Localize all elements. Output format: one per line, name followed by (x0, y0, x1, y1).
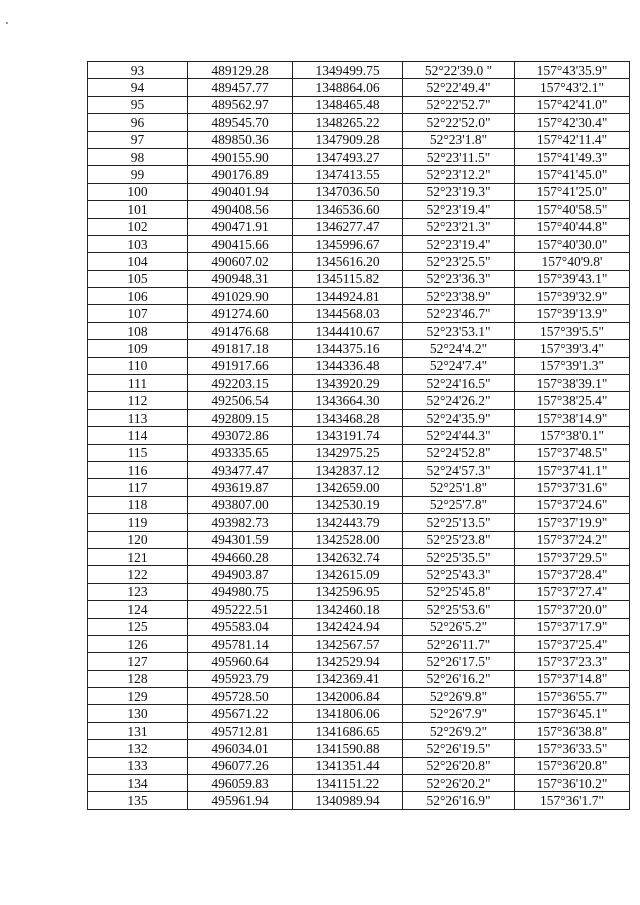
y-coordinate-cell: 1347909.28 (293, 131, 403, 148)
x-coordinate-cell: 490176.89 (188, 166, 293, 183)
point-number-cell: 97 (88, 131, 188, 148)
longitude-cell: 157°39'5.5" (515, 322, 630, 339)
longitude-cell: 157°42'11.4" (515, 131, 630, 148)
latitude-cell: 52°24'7.4" (403, 357, 515, 374)
x-coordinate-cell: 496059.83 (188, 775, 293, 792)
longitude-cell: 157°38'14.9" (515, 409, 630, 426)
x-coordinate-cell: 491274.60 (188, 305, 293, 322)
point-number-cell: 109 (88, 340, 188, 357)
latitude-cell: 52°26'17.5" (403, 653, 515, 670)
longitude-cell: 157°36'1.7" (515, 792, 630, 809)
table-row (88, 531, 630, 548)
longitude-cell: 157°40'58.5" (515, 201, 630, 218)
point-number-cell: 128 (88, 670, 188, 687)
latitude-cell: 52°23'53.1" (403, 322, 515, 339)
point-number-cell: 119 (88, 514, 188, 531)
longitude-cell: 157°38'39.1" (515, 375, 630, 392)
point-number-cell: 125 (88, 618, 188, 635)
x-coordinate-cell: 491817.18 (188, 340, 293, 357)
y-coordinate-cell: 1342443.79 (293, 514, 403, 531)
latitude-cell: 52°25'7.8" (403, 496, 515, 513)
point-number-cell: 118 (88, 496, 188, 513)
x-coordinate-cell: 489562.97 (188, 96, 293, 113)
latitude-cell: 52°26'7.9" (403, 705, 515, 722)
longitude-cell: 157°39'1.3" (515, 357, 630, 374)
table-row (88, 601, 630, 618)
longitude-cell: 157°36'20.8" (515, 757, 630, 774)
x-coordinate-cell: 495960.64 (188, 653, 293, 670)
point-number-cell: 120 (88, 531, 188, 548)
y-coordinate-cell: 1345115.82 (293, 270, 403, 287)
table-row (88, 792, 630, 809)
point-number-cell: 123 (88, 583, 188, 600)
longitude-cell: 157°36'55.7" (515, 688, 630, 705)
y-coordinate-cell: 1344410.67 (293, 322, 403, 339)
latitude-cell: 52°26'9.2" (403, 722, 515, 739)
latitude-cell: 52°23'19.3" (403, 183, 515, 200)
table-row (88, 496, 630, 513)
x-coordinate-cell: 489850.36 (188, 131, 293, 148)
table-row (88, 131, 630, 148)
x-coordinate-cell: 490415.66 (188, 235, 293, 252)
longitude-cell: 157°37'28.4" (515, 566, 630, 583)
x-coordinate-cell: 490471.91 (188, 218, 293, 235)
y-coordinate-cell: 1343920.29 (293, 375, 403, 392)
point-number-cell: 133 (88, 757, 188, 774)
y-coordinate-cell: 1342975.25 (293, 444, 403, 461)
x-coordinate-cell: 495222.51 (188, 601, 293, 618)
y-coordinate-cell: 1348265.22 (293, 114, 403, 131)
point-number-cell: 110 (88, 357, 188, 374)
longitude-cell: 157°37'20.0" (515, 601, 630, 618)
latitude-cell: 52°24'57.3" (403, 461, 515, 478)
point-number-cell: 122 (88, 566, 188, 583)
y-coordinate-cell: 1348465.48 (293, 96, 403, 113)
x-coordinate-cell: 491029.90 (188, 288, 293, 305)
x-coordinate-cell: 490948.31 (188, 270, 293, 287)
x-coordinate-cell: 490408.56 (188, 201, 293, 218)
longitude-cell: 157°37'19.9" (515, 514, 630, 531)
y-coordinate-cell: 1347036.50 (293, 183, 403, 200)
latitude-cell: 52°24'16.5" (403, 375, 515, 392)
point-number-cell: 126 (88, 635, 188, 652)
longitude-cell: 157°41'49.3" (515, 148, 630, 165)
longitude-cell: 157°40'9.8' (515, 253, 630, 270)
y-coordinate-cell: 1345996.67 (293, 235, 403, 252)
y-coordinate-cell: 1342529.94 (293, 653, 403, 670)
table-row (88, 775, 630, 792)
table-row (88, 375, 630, 392)
x-coordinate-cell: 492506.54 (188, 392, 293, 409)
point-number-cell: 114 (88, 427, 188, 444)
longitude-cell: 157°37'24.2" (515, 531, 630, 548)
table-row (88, 688, 630, 705)
table-row (88, 705, 630, 722)
latitude-cell: 52°24'35.9" (403, 409, 515, 426)
longitude-cell: 157°42'41.0" (515, 96, 630, 113)
table-row (88, 409, 630, 426)
point-number-cell: 107 (88, 305, 188, 322)
longitude-cell: 157°40'44.8" (515, 218, 630, 235)
y-coordinate-cell: 1348864.06 (293, 79, 403, 96)
table-row (88, 357, 630, 374)
y-coordinate-cell: 1342567.57 (293, 635, 403, 652)
x-coordinate-cell: 489545.70 (188, 114, 293, 131)
x-coordinate-cell: 495923.79 (188, 670, 293, 687)
longitude-cell: 157°36'10.2" (515, 775, 630, 792)
y-coordinate-cell: 1341351.44 (293, 757, 403, 774)
longitude-cell: 157°41'45.0" (515, 166, 630, 183)
table-row (88, 427, 630, 444)
y-coordinate-cell: 1341686.65 (293, 722, 403, 739)
latitude-cell: 52°23'12.2" (403, 166, 515, 183)
y-coordinate-cell: 1342528.00 (293, 531, 403, 548)
table-row (88, 322, 630, 339)
y-coordinate-cell: 1349499.75 (293, 62, 403, 79)
table-row (88, 583, 630, 600)
y-coordinate-cell: 1342659.00 (293, 479, 403, 496)
x-coordinate-cell: 491476.68 (188, 322, 293, 339)
x-coordinate-cell: 494660.28 (188, 548, 293, 565)
latitude-cell: 52°23'38.9" (403, 288, 515, 305)
point-number-cell: 95 (88, 96, 188, 113)
latitude-cell: 52°24'4.2" (403, 340, 515, 357)
table-row (88, 722, 630, 739)
longitude-cell: 157°38'0.1" (515, 427, 630, 444)
latitude-cell: 52°23'1.8" (403, 131, 515, 148)
latitude-cell: 52°22'39.0 " (403, 62, 515, 79)
latitude-cell: 52°26'20.8" (403, 757, 515, 774)
table-row (88, 201, 630, 218)
y-coordinate-cell: 1346536.60 (293, 201, 403, 218)
x-coordinate-cell: 496077.26 (188, 757, 293, 774)
point-number-cell: 111 (88, 375, 188, 392)
x-coordinate-cell: 489129.28 (188, 62, 293, 79)
longitude-cell: 157°37'41.1" (515, 461, 630, 478)
y-coordinate-cell: 1342530.19 (293, 496, 403, 513)
scan-speck (6, 22, 8, 24)
y-coordinate-cell: 1344375.16 (293, 340, 403, 357)
point-number-cell: 100 (88, 183, 188, 200)
table-row (88, 148, 630, 165)
table-row (88, 96, 630, 113)
longitude-cell: 157°37'29.5" (515, 548, 630, 565)
point-number-cell: 98 (88, 148, 188, 165)
x-coordinate-cell: 491917.66 (188, 357, 293, 374)
table-row (88, 548, 630, 565)
point-number-cell: 130 (88, 705, 188, 722)
y-coordinate-cell: 1340989.94 (293, 792, 403, 809)
table-row (88, 635, 630, 652)
longitude-cell: 157°38'25.4" (515, 392, 630, 409)
point-number-cell: 132 (88, 740, 188, 757)
longitude-cell: 157°36'45.1" (515, 705, 630, 722)
latitude-cell: 52°23'46.7" (403, 305, 515, 322)
point-number-cell: 131 (88, 722, 188, 739)
longitude-cell: 157°37'14.8" (515, 670, 630, 687)
x-coordinate-cell: 495961.94 (188, 792, 293, 809)
x-coordinate-cell: 492203.15 (188, 375, 293, 392)
longitude-cell: 157°36'38.8" (515, 722, 630, 739)
point-number-cell: 113 (88, 409, 188, 426)
point-number-cell: 96 (88, 114, 188, 131)
latitude-cell: 52°25'45.8" (403, 583, 515, 600)
x-coordinate-cell: 495712.81 (188, 722, 293, 739)
latitude-cell: 52°25'35.5" (403, 548, 515, 565)
point-number-cell: 127 (88, 653, 188, 670)
table-row (88, 253, 630, 270)
table-row (88, 479, 630, 496)
coordinates-table-container (87, 61, 629, 810)
longitude-cell: 157°41'25.0" (515, 183, 630, 200)
latitude-cell: 52°23'19.4" (403, 235, 515, 252)
table-row (88, 305, 630, 322)
longitude-cell: 157°37'25.4" (515, 635, 630, 652)
point-number-cell: 104 (88, 253, 188, 270)
table-row (88, 444, 630, 461)
x-coordinate-cell: 496034.01 (188, 740, 293, 757)
coordinates-table-body (88, 62, 630, 810)
table-row (88, 62, 630, 79)
x-coordinate-cell: 493807.00 (188, 496, 293, 513)
latitude-cell: 52°23'25.5" (403, 253, 515, 270)
longitude-cell: 157°39'43.1" (515, 270, 630, 287)
point-number-cell: 121 (88, 548, 188, 565)
point-number-cell: 102 (88, 218, 188, 235)
latitude-cell: 52°26'20.2" (403, 775, 515, 792)
table-row (88, 218, 630, 235)
y-coordinate-cell: 1341151.22 (293, 775, 403, 792)
table-row (88, 757, 630, 774)
y-coordinate-cell: 1346277.47 (293, 218, 403, 235)
latitude-cell: 52°23'21.3" (403, 218, 515, 235)
table-row (88, 514, 630, 531)
y-coordinate-cell: 1344336.48 (293, 357, 403, 374)
latitude-cell: 52°26'11.7" (403, 635, 515, 652)
point-number-cell: 134 (88, 775, 188, 792)
latitude-cell: 52°25'53.6" (403, 601, 515, 618)
x-coordinate-cell: 493982.73 (188, 514, 293, 531)
latitude-cell: 52°24'52.8" (403, 444, 515, 461)
longitude-cell: 157°37'31.6" (515, 479, 630, 496)
longitude-cell: 157°42'30.4" (515, 114, 630, 131)
latitude-cell: 52°23'11.5" (403, 148, 515, 165)
y-coordinate-cell: 1342632.74 (293, 548, 403, 565)
point-number-cell: 103 (88, 235, 188, 252)
latitude-cell: 52°24'44.3" (403, 427, 515, 444)
latitude-cell: 52°25'13.5" (403, 514, 515, 531)
y-coordinate-cell: 1343191.74 (293, 427, 403, 444)
x-coordinate-cell: 495671.22 (188, 705, 293, 722)
x-coordinate-cell: 495728.50 (188, 688, 293, 705)
point-number-cell: 105 (88, 270, 188, 287)
x-coordinate-cell: 490401.94 (188, 183, 293, 200)
point-number-cell: 93 (88, 62, 188, 79)
x-coordinate-cell: 493477.47 (188, 461, 293, 478)
x-coordinate-cell: 489457.77 (188, 79, 293, 96)
longitude-cell: 157°37'24.6" (515, 496, 630, 513)
latitude-cell: 52°22'52.0" (403, 114, 515, 131)
table-row (88, 340, 630, 357)
table-row (88, 618, 630, 635)
table-row (88, 392, 630, 409)
point-number-cell: 108 (88, 322, 188, 339)
point-number-cell: 94 (88, 79, 188, 96)
x-coordinate-cell: 490155.90 (188, 148, 293, 165)
y-coordinate-cell: 1342369.41 (293, 670, 403, 687)
table-row (88, 183, 630, 200)
table-row (88, 740, 630, 757)
x-coordinate-cell: 493072.86 (188, 427, 293, 444)
y-coordinate-cell: 1342006.84 (293, 688, 403, 705)
point-number-cell: 99 (88, 166, 188, 183)
latitude-cell: 52°25'43.3" (403, 566, 515, 583)
point-number-cell: 124 (88, 601, 188, 618)
latitude-cell: 52°25'23.8" (403, 531, 515, 548)
x-coordinate-cell: 493619.87 (188, 479, 293, 496)
latitude-cell: 52°26'19.5" (403, 740, 515, 757)
latitude-cell: 52°22'49.4" (403, 79, 515, 96)
longitude-cell: 157°37'48.5" (515, 444, 630, 461)
table-row (88, 79, 630, 96)
point-number-cell: 129 (88, 688, 188, 705)
y-coordinate-cell: 1347493.27 (293, 148, 403, 165)
x-coordinate-cell: 495781.14 (188, 635, 293, 652)
y-coordinate-cell: 1342596.95 (293, 583, 403, 600)
coordinates-table (87, 61, 630, 810)
table-row (88, 270, 630, 287)
point-number-cell: 112 (88, 392, 188, 409)
x-coordinate-cell: 494903.87 (188, 566, 293, 583)
y-coordinate-cell: 1341806.06 (293, 705, 403, 722)
point-number-cell: 135 (88, 792, 188, 809)
y-coordinate-cell: 1342460.18 (293, 601, 403, 618)
longitude-cell: 157°37'23.3" (515, 653, 630, 670)
longitude-cell: 157°43'2.1" (515, 79, 630, 96)
latitude-cell: 52°25'1.8" (403, 479, 515, 496)
table-row (88, 461, 630, 478)
table-row (88, 653, 630, 670)
latitude-cell: 52°26'16.9" (403, 792, 515, 809)
latitude-cell: 52°23'19.4" (403, 201, 515, 218)
latitude-cell: 52°23'36.3" (403, 270, 515, 287)
longitude-cell: 157°39'32.9" (515, 288, 630, 305)
y-coordinate-cell: 1344568.03 (293, 305, 403, 322)
x-coordinate-cell: 494301.59 (188, 531, 293, 548)
longitude-cell: 157°40'30.0" (515, 235, 630, 252)
y-coordinate-cell: 1347413.55 (293, 166, 403, 183)
y-coordinate-cell: 1343664.30 (293, 392, 403, 409)
y-coordinate-cell: 1343468.28 (293, 409, 403, 426)
table-row (88, 670, 630, 687)
latitude-cell: 52°26'9.8" (403, 688, 515, 705)
x-coordinate-cell: 494980.75 (188, 583, 293, 600)
point-number-cell: 115 (88, 444, 188, 461)
table-row (88, 566, 630, 583)
y-coordinate-cell: 1344924.81 (293, 288, 403, 305)
y-coordinate-cell: 1342615.09 (293, 566, 403, 583)
latitude-cell: 52°22'52.7" (403, 96, 515, 113)
latitude-cell: 52°26'5.2" (403, 618, 515, 635)
latitude-cell: 52°24'26.2" (403, 392, 515, 409)
longitude-cell: 157°39'13.9" (515, 305, 630, 322)
longitude-cell: 157°36'33.5" (515, 740, 630, 757)
point-number-cell: 117 (88, 479, 188, 496)
table-row (88, 166, 630, 183)
latitude-cell: 52°26'16.2" (403, 670, 515, 687)
x-coordinate-cell: 493335.65 (188, 444, 293, 461)
longitude-cell: 157°43'35.9" (515, 62, 630, 79)
point-number-cell: 116 (88, 461, 188, 478)
x-coordinate-cell: 490607.02 (188, 253, 293, 270)
longitude-cell: 157°37'27.4" (515, 583, 630, 600)
y-coordinate-cell: 1342837.12 (293, 461, 403, 478)
longitude-cell: 157°37'17.9" (515, 618, 630, 635)
table-row (88, 235, 630, 252)
y-coordinate-cell: 1342424.94 (293, 618, 403, 635)
longitude-cell: 157°39'3.4" (515, 340, 630, 357)
x-coordinate-cell: 492809.15 (188, 409, 293, 426)
x-coordinate-cell: 495583.04 (188, 618, 293, 635)
point-number-cell: 101 (88, 201, 188, 218)
y-coordinate-cell: 1341590.88 (293, 740, 403, 757)
point-number-cell: 106 (88, 288, 188, 305)
y-coordinate-cell: 1345616.20 (293, 253, 403, 270)
table-row (88, 288, 630, 305)
table-row (88, 114, 630, 131)
